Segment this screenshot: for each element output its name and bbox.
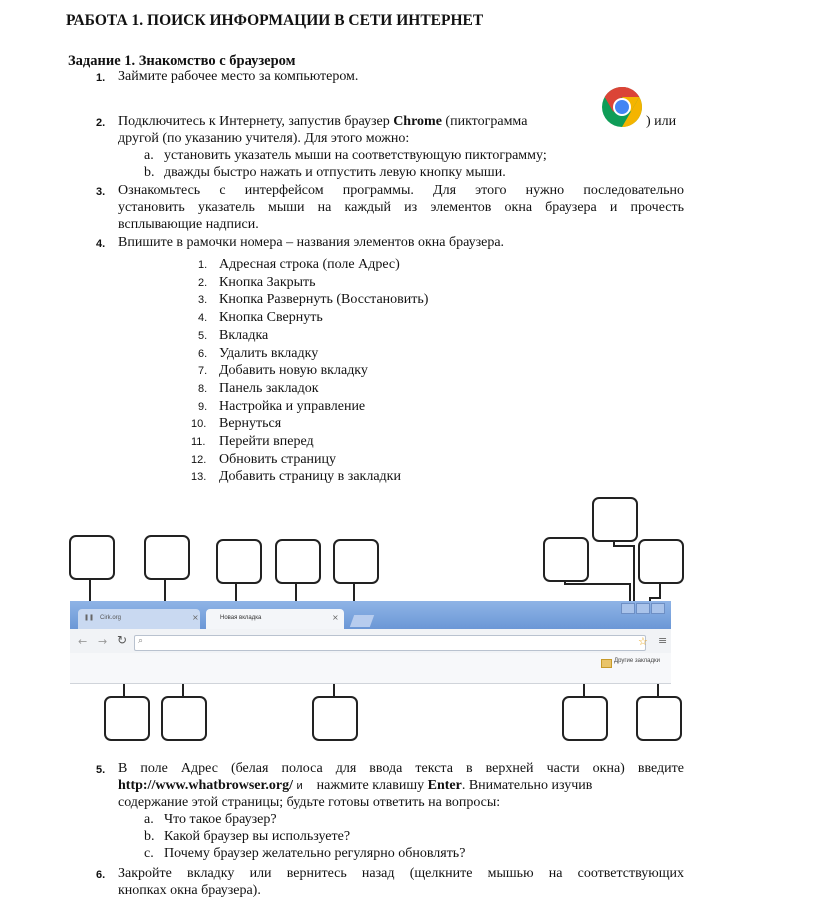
answer-box[interactable] — [161, 696, 207, 741]
back-icon: ← — [78, 635, 88, 648]
subitem-letter: c. — [144, 846, 154, 861]
element-name: Перейти вперед — [219, 434, 314, 449]
answer-box[interactable] — [312, 696, 358, 741]
item-text: Подключитесь к Интернету, запустив браузер Chrome (пиктограмма — [118, 114, 528, 129]
element-number: 6. — [198, 347, 208, 360]
answer-box[interactable] — [216, 539, 262, 584]
item-text: Закройте вкладку или вернитесь назад (щелкните мышью на соответствующих — [118, 866, 684, 881]
item-text: установить указатель мыши на каждый из элементов окна браузера и прочесть — [118, 200, 684, 215]
reload-icon: ↻ — [117, 633, 128, 647]
subitem-text: Какой браузер вы используете? — [164, 829, 351, 844]
star-icon: ☆ — [638, 635, 648, 648]
subitem-text: установить указатель мыши на соответствующую пиктограмму; — [164, 148, 547, 163]
item-text: содержание этой страницы; будьте готовы ответить на вопросы: — [118, 795, 501, 810]
element-name: Вкладка — [219, 327, 269, 343]
element-number: 13. — [191, 471, 207, 484]
element-number: 1. — [198, 259, 208, 271]
element-name: Обновить страницу — [219, 451, 337, 467]
tab-label: Cirk.org — [100, 615, 122, 621]
search-icon: ⌕ — [138, 636, 144, 646]
element-name: Кнопка Свернуть — [219, 310, 323, 326]
element-name: Вернуться — [219, 416, 282, 432]
item-number: 4. — [96, 238, 106, 250]
element-name: Панель закладок — [219, 380, 319, 396]
folder-icon — [601, 659, 612, 668]
item-text: Ознакомьтесь с интерфейсом программы. Для этого нужно последовательно — [118, 183, 684, 198]
answer-box[interactable] — [543, 537, 589, 582]
item-number: 6. — [96, 869, 106, 881]
element-name: Адресная строка (поле Адрес) — [219, 257, 400, 272]
answer-box[interactable] — [144, 535, 190, 580]
close-tab-icon: × — [192, 613, 199, 622]
tab-cirk — [78, 609, 200, 629]
answer-box[interactable] — [333, 539, 379, 584]
subitem-text: Что такое браузер? — [164, 812, 277, 827]
element-number: 3. — [198, 294, 208, 307]
answer-box[interactable] — [592, 497, 638, 542]
pause-icon: ❚❚ — [84, 614, 95, 621]
item-number: 1. — [96, 72, 106, 84]
element-name: Настройка и управление — [219, 398, 366, 414]
tab-label: Новая вкладка — [220, 615, 262, 621]
item-text: http://www.whatbrowser.org/ и нажмите клавишу Enter. Внимательно изучив — [118, 778, 593, 793]
close-window-icon — [651, 603, 665, 614]
element-name: Кнопка Закрыть — [219, 274, 316, 290]
item-text: кнопках окна браузера). — [118, 883, 261, 898]
page-title: РАБОТА 1. ПОИСК ИНФОРМАЦИИ В СЕТИ ИНТЕРНЕТ — [66, 12, 484, 29]
subitem-letter: a. — [144, 148, 154, 163]
forward-icon: → — [98, 635, 108, 648]
element-number: 4. — [198, 312, 208, 325]
bookmarks-bar — [70, 653, 671, 684]
task-title: Задание 1. Знакомство с браузером — [68, 53, 296, 69]
item-text: В поле Адрес (белая полоса для ввода текста в верхней части окна) введите — [118, 761, 684, 776]
item-number: 5. — [96, 764, 106, 776]
element-number: 7. — [198, 365, 208, 378]
answer-box[interactable] — [636, 696, 682, 741]
close-tab-icon: × — [332, 613, 339, 622]
tab-new — [206, 609, 344, 629]
subitem-letter: b. — [144, 165, 155, 180]
address-bar — [134, 635, 646, 651]
answer-box[interactable] — [638, 539, 684, 584]
answer-box[interactable] — [562, 696, 608, 741]
element-number: 12. — [191, 453, 207, 466]
bookmarks-label: Другие закладки — [614, 658, 660, 664]
item-text: всплывающие надписи. — [118, 217, 259, 232]
answer-box[interactable] — [69, 535, 115, 580]
element-number: 9. — [198, 400, 208, 413]
element-number: 8. — [198, 382, 208, 395]
element-number: 11. — [191, 436, 206, 448]
browser-screenshot — [70, 601, 671, 686]
subitem-letter: a. — [144, 812, 154, 827]
answer-box[interactable] — [275, 539, 321, 584]
answer-box[interactable] — [104, 696, 150, 741]
element-number: 2. — [198, 276, 208, 289]
item-text: другой (по указанию учителя). Для этого можно: — [118, 131, 410, 146]
item-text: Займите рабочее место за компьютером. — [118, 69, 359, 84]
element-number: 5. — [198, 329, 208, 342]
maximize-icon — [636, 603, 650, 614]
element-number: 10. — [191, 418, 207, 431]
item-number: 2. — [96, 117, 106, 129]
element-name: Удалить вкладку — [219, 345, 319, 361]
menu-icon: ≡ — [658, 634, 668, 647]
minimize-icon — [621, 603, 635, 614]
subitem-text: Почему браузер желательно регулярно обновлять? — [164, 846, 466, 861]
element-name: Добавить новую вкладку — [219, 363, 368, 379]
item-text: Впишите в рамочки номера – названия элементов окна браузера. — [118, 235, 505, 250]
item-text: ) или — [646, 114, 677, 129]
element-name: Кнопка Развернуть (Восстановить) — [219, 292, 429, 308]
element-name: Добавить страницу в закладки — [219, 469, 401, 485]
subitem-text: дважды быстро нажать и отпустить левую кнопку мыши. — [164, 165, 506, 180]
item-number: 3. — [96, 186, 106, 198]
subitem-letter: b. — [144, 829, 155, 844]
